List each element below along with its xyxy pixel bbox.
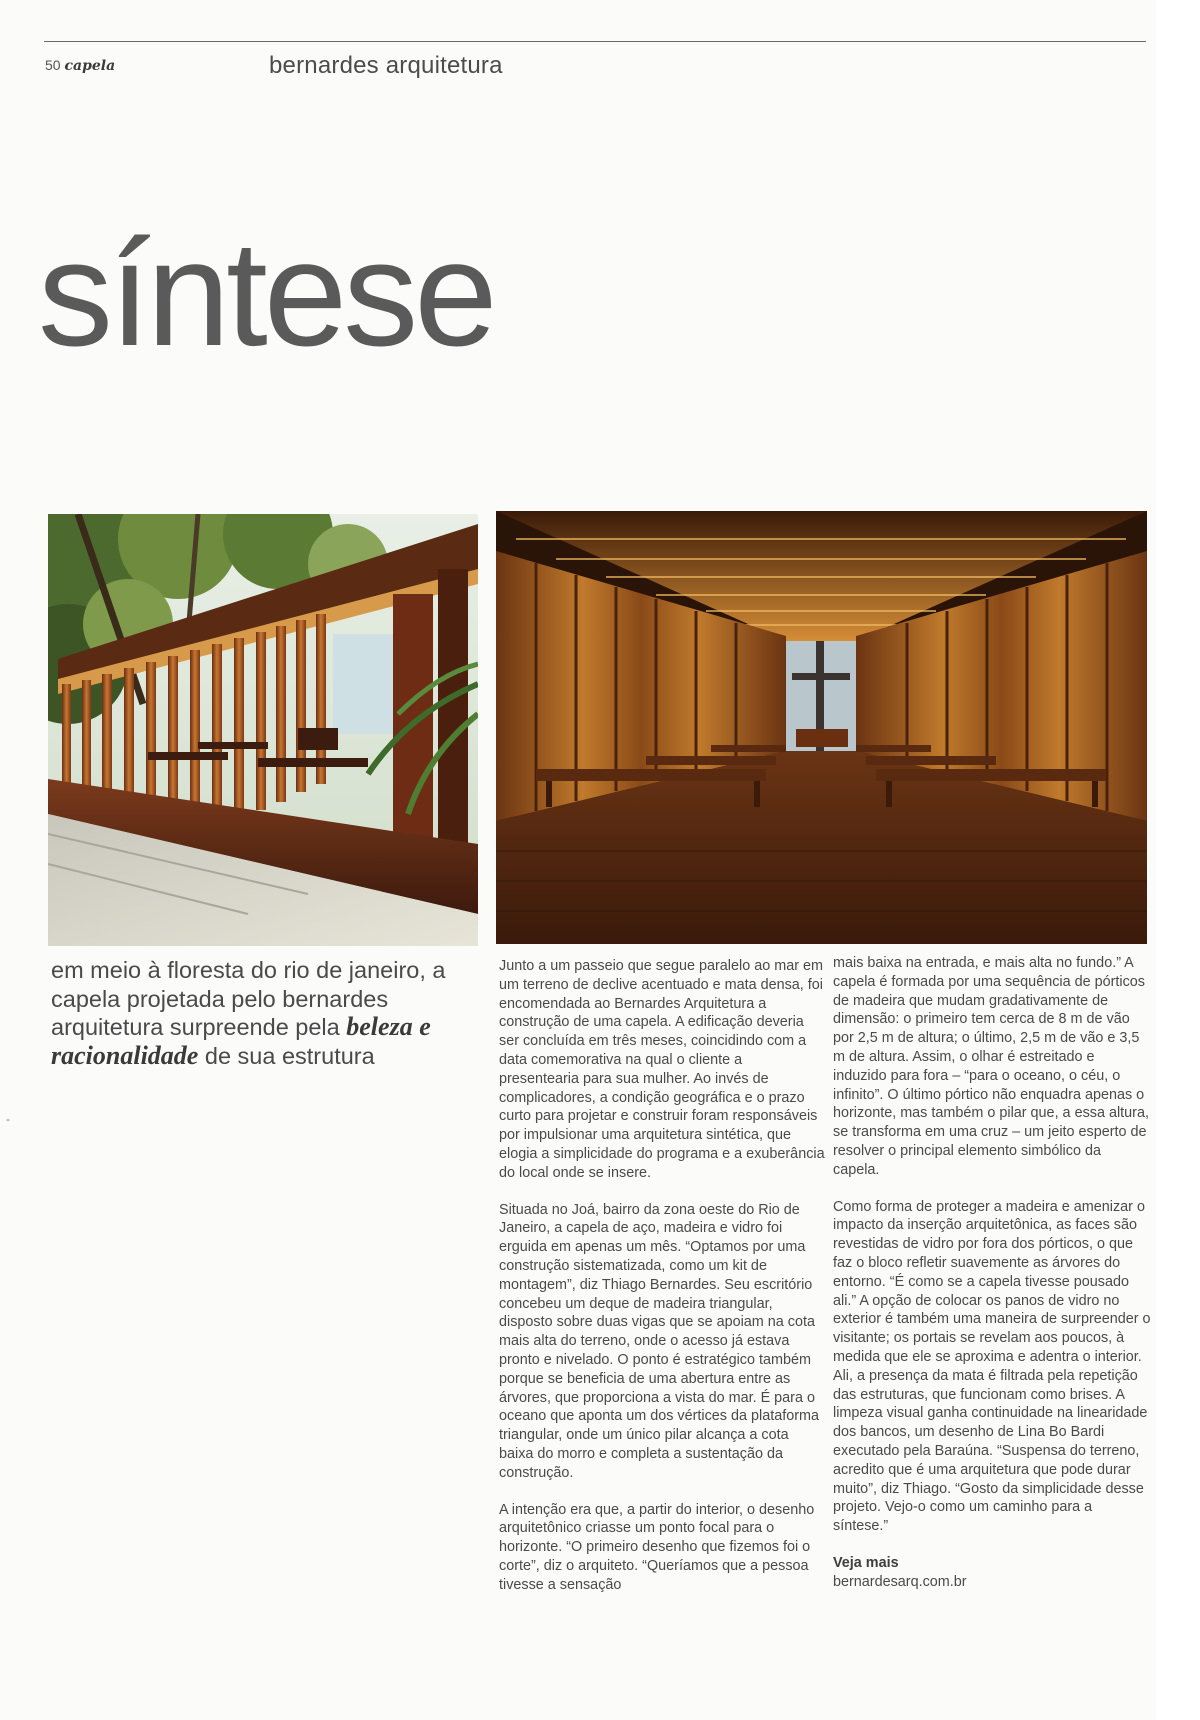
section-name: capela: [64, 58, 116, 74]
deck-part-2: de sua estrutura: [198, 1042, 375, 1069]
stray-mark: -: [6, 1112, 10, 1126]
headline: síntese: [38, 209, 494, 377]
deck-emphasis: beleza e racionalidade: [51, 1012, 431, 1070]
body-paragraph: Situada no Joá, bairro da zona oeste do Rio de Janeiro, a capela de aço, madeira e vidro foi erguida em apenas um mês. “Optamos por uma construção sistematizada, como um kit de montagem”, diz Thiago Bernardes. Seu escritório concebeu um deque de madeira triangular, disposto sobre duas vigas que se apoiam na cota mais alta do terreno, onde o acesso já estava pronto e nivelado. O ponto é estratégico também porque se beneficia de uma abertura entre as árvores, que proporciona a vista do mar. É para o oceano que aponta um dos vértices da plataforma triangular, onde um único pilar alcança a cota baixa do morro e completa a sustentação da construção.: [499, 1201, 819, 1481]
folio: [45, 57, 115, 74]
top-rule: [44, 41, 1146, 42]
body-paragraph: A intenção era que, a partir do interior, o desenho arquitetônico criasse um ponto focal para o horizonte. “O primeiro desenho que fizemos foi o corte”, diz o arquiteto. “Queríamos que a pessoa tivesse a sensação: [499, 1501, 815, 1593]
studio-name: bernardes arquitetura: [269, 52, 503, 79]
page-number: 50: [45, 57, 61, 73]
body-column-1: [499, 957, 825, 1613]
body-paragraph: mais baixa na entrada, e mais alta no fundo.” A capela é formada por uma sequência de pórticos de madeira que mudam gradativamente de dimensão: o primeiro tem cerca de 8 m de vão por 2,5 m de altura; o último, 2,5 m de vão e 3,5 m de altura. Assim, o olhar é estreitado e induzido para fora – “para o oceano, o céu, o infinito”. O último pórtico não enquadra apenas o horizonte, mas também o pilar que, a essa altura, se transforma em uma cruz – um jeito esperto de resolver o principal elemento simbólico da capela.: [833, 955, 1149, 1178]
page-edge: [1156, 0, 1200, 1720]
body-paragraph: Junto a um passeio que segue paralelo ao mar em um terreno de declive acentuado e mata densa, foi encomendada ao Bernardes Arquitetura a construção de uma capela. A edificação deveria ser concluída em três meses, coincidindo com a data comemorativa na qual o cliente a presentearia para sua mulher. Ao invés de complicadores, a condição geográfica e o prazo curto para projetar e construir foram responsáveis por impulsionar uma arquitetura sintética, que elogia a simplicidade do programa e a exuberância do local onde se insere.: [499, 958, 825, 1181]
deck-intro: [51, 956, 481, 1070]
deck-part-1: em meio à floresta do rio de janeiro, a capela projetada pelo bernardes arquitetura surpreende pela: [51, 957, 446, 1040]
website-link[interactable]: bernardesarq.com.br: [833, 1573, 967, 1590]
body-paragraph: Como forma de proteger a madeira e amenizar o impacto da inserção arquitetônica, as faces são revestidas de vidro por fora dos pórticos, o que faz o bloco refletir suavemente as árvores do entorno. “É como se a capela tivesse pousado ali.” A opção de colocar os panos de vidro no exterior é também uma maneira de surpreender o visitante; os portais se revelam aos poucos, à medida que ele se aproxima e adentra o interior. Ali, a presença da mata é filtrada pela repetição das estruturas, que funcionam como brises. A limpeza visual ganha continuidade na linearidade dos bancos, um desenho de Lina Bo Bardi executado pela Baraúna. “Suspensa do terreno, acredito que é uma arquitetura que pode durar muito”, diz Thiago. “Gosto da simplicidade desse projeto. Vejo-o como um caminho para a síntese.”: [833, 1198, 1151, 1535]
body-column-2: [833, 954, 1151, 1592]
chapel-exterior-photo: [48, 514, 478, 946]
chapel-interior-photo: [496, 511, 1147, 944]
see-more-heading: Veja mais: [833, 1554, 899, 1571]
